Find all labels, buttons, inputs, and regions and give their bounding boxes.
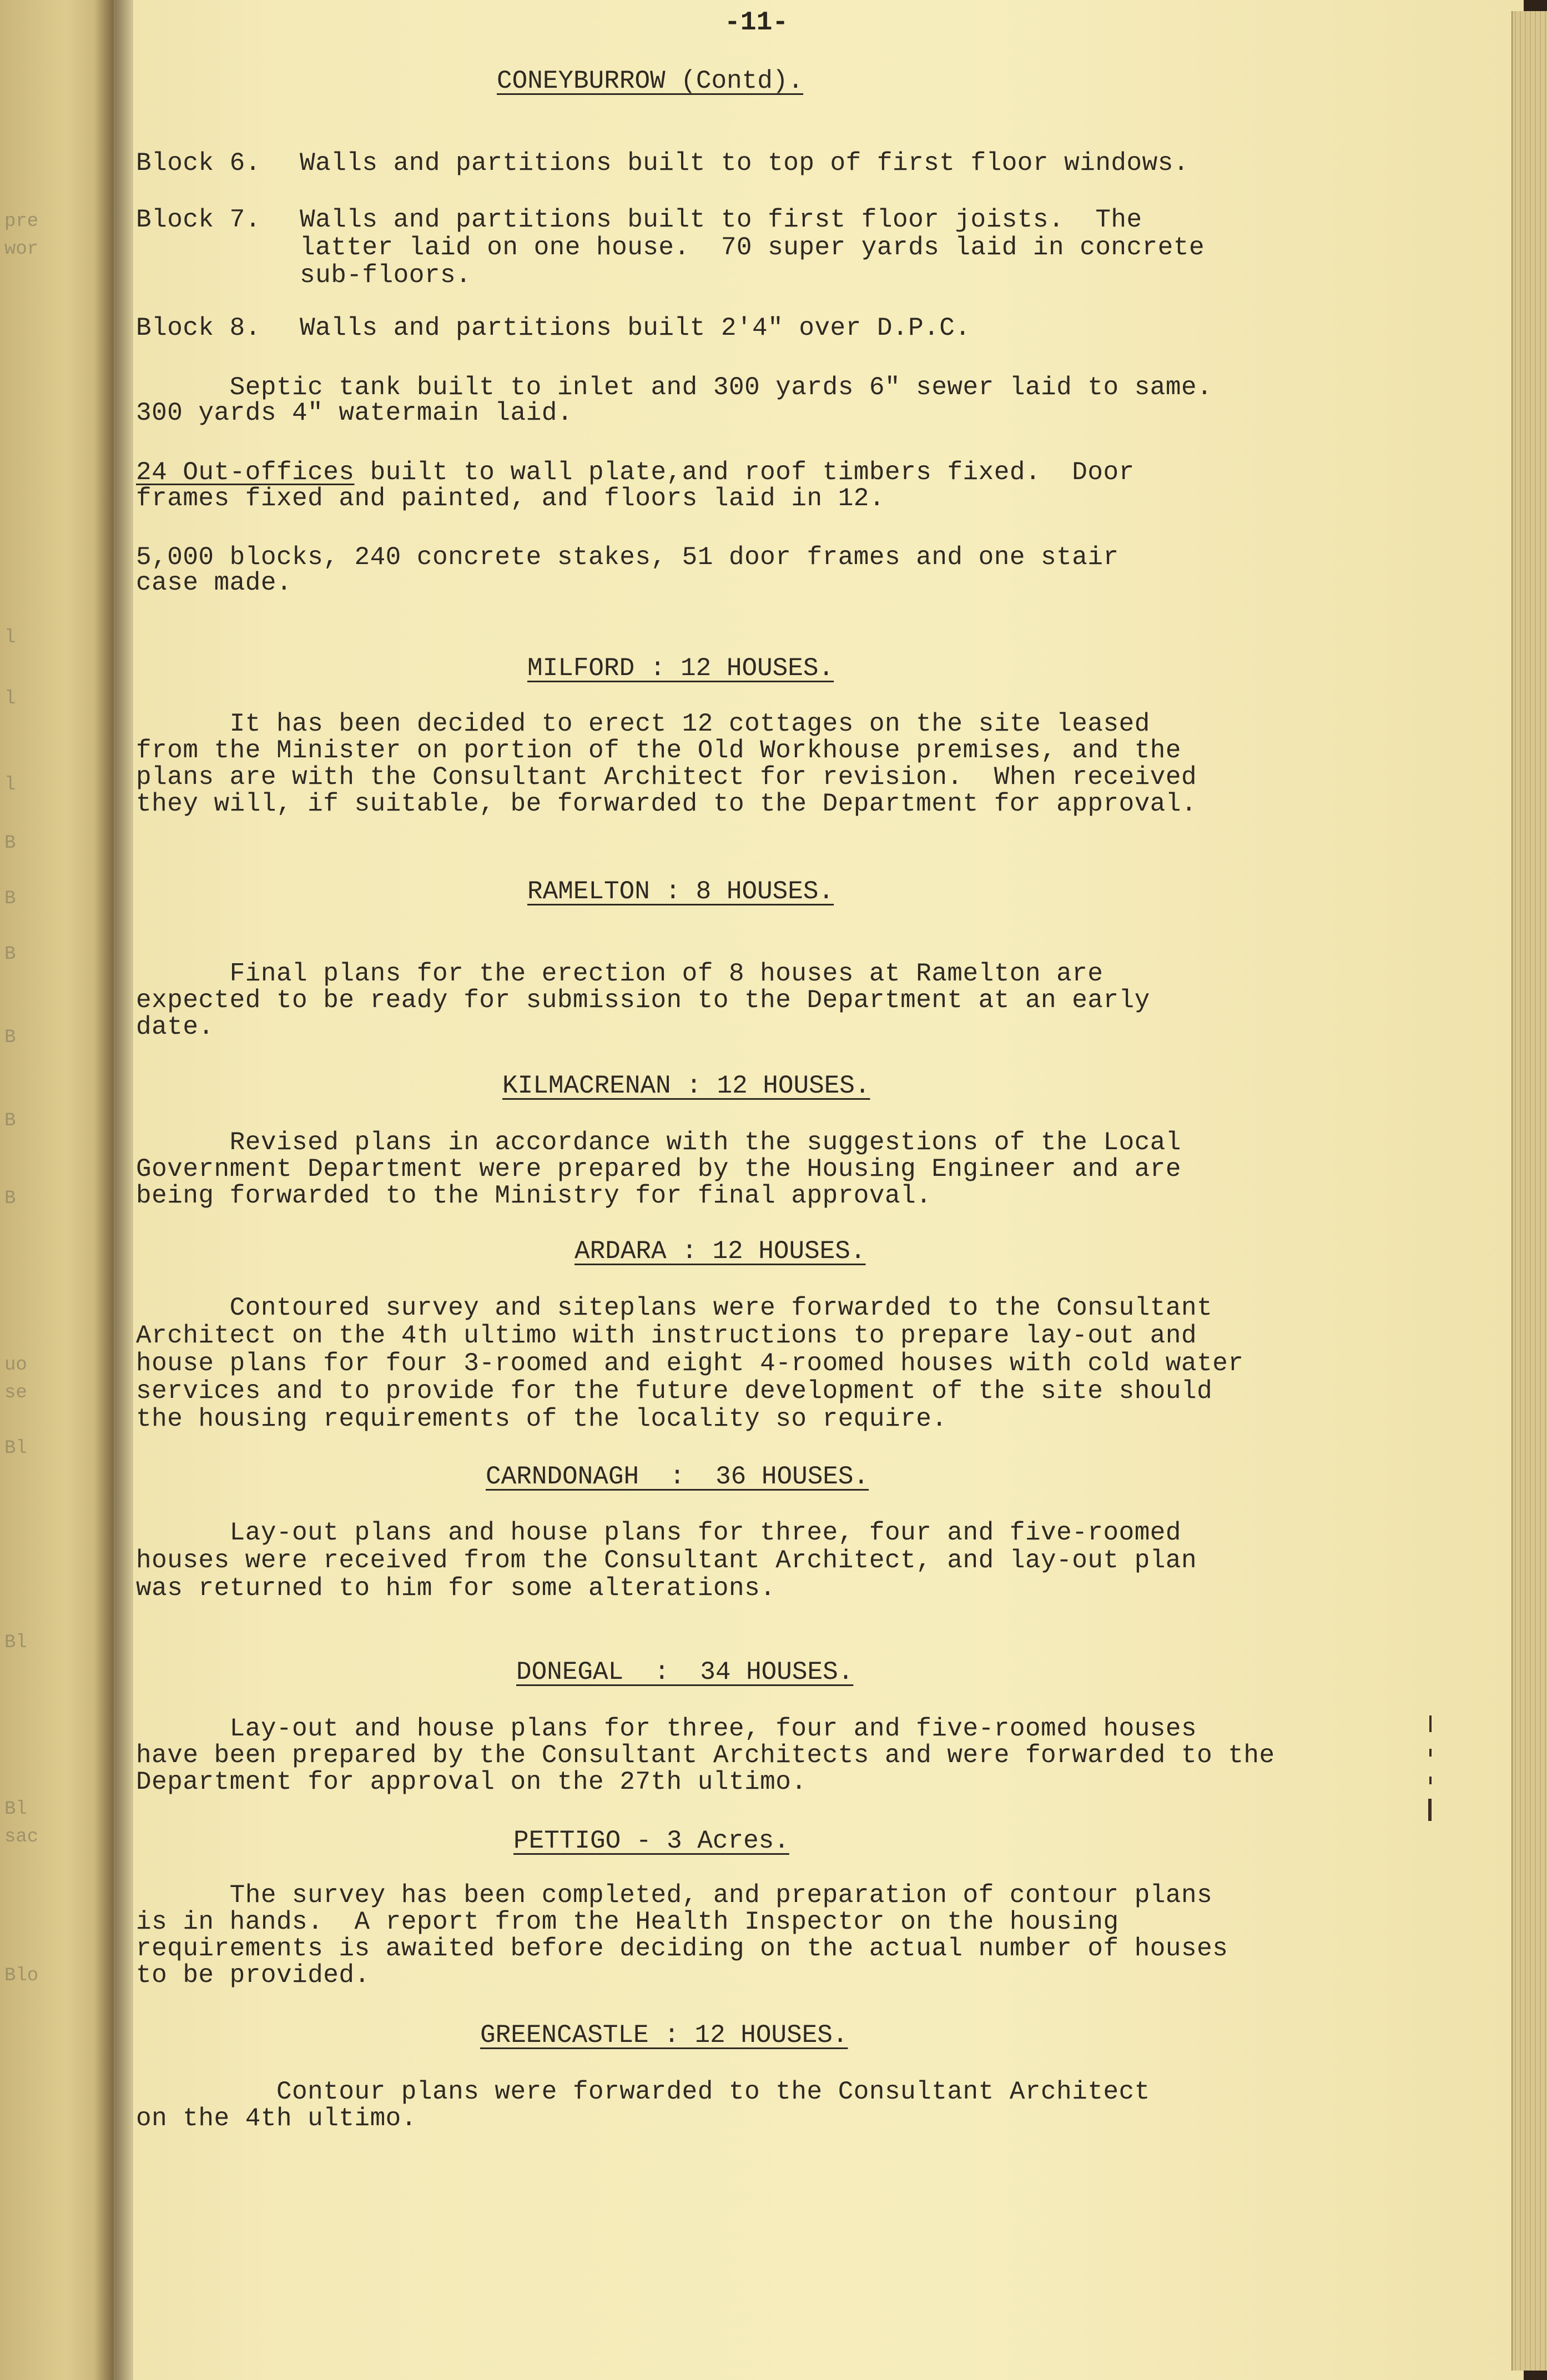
paragraph-line: Architect on the 4th ultimo with instructions to prepare lay-out and (136, 1321, 1197, 1350)
block-text: Walls and partitions built to top of first floor windows. (300, 149, 1189, 178)
paragraph-line: from the Minister on portion of the Old Workhouse premises, and the (136, 736, 1182, 765)
paragraph-line: house plans for four 3-roomed and eight 4-roomed houses with cold water (136, 1349, 1244, 1378)
section-heading: PETTIGO - 3 Acres. (513, 1826, 789, 1855)
left-page-fragment: se (4, 1382, 27, 1403)
paragraph-line: case made. (136, 568, 293, 597)
paragraph-line: plans are with the Consultant Architect for revision. When received (136, 763, 1197, 792)
margin-mark (1428, 1799, 1432, 1821)
block-label: Block 6. (136, 149, 261, 178)
underlined-phrase: 24 Out-offices (136, 458, 355, 487)
section-heading: DONEGAL : 34 HOUSES. (516, 1658, 854, 1687)
paragraph-text: built to wall plate,and roof timbers fixed. Door (354, 458, 1135, 487)
block-text-line: latter laid on one house. 70 super yards laid in concrete (300, 233, 1205, 262)
margin-mark (1429, 1715, 1432, 1732)
paragraph-line: Final plans for the erection of 8 houses at Ramelton are (136, 959, 1103, 988)
paragraph-line: 300 yards 4" watermain laid. (136, 399, 573, 427)
block-text-line: sub-floors. (300, 261, 472, 290)
section-heading: RAMELTON : 8 HOUSES. (527, 877, 834, 906)
left-page-fragment: pre (4, 211, 39, 232)
paragraph-line: they will, if suitable, be forwarded to the Department for approval. (136, 789, 1197, 818)
paragraph-line: Revised plans in accordance with the suggestions of the Local (136, 1128, 1182, 1157)
paragraph-line: expected to be ready for submission to the Department at an early (136, 986, 1150, 1015)
paragraph-line (136, 458, 1135, 487)
paragraph-line: Department for approval on the 27th ultimo. (136, 1768, 807, 1797)
block-label: Block 7. (136, 205, 261, 234)
section-heading: CARNDONAGH : 36 HOUSES. (486, 1462, 869, 1491)
paragraph-line: 5,000 blocks, 240 concrete stakes, 51 door frames and one stair (136, 543, 1119, 572)
left-page-fragment: Blo (4, 1965, 39, 1986)
paragraph-line: requirements is awaited before deciding on the actual number of houses (136, 1934, 1228, 1963)
paragraph-line: Contour plans were forwarded to the Consultant Architect (136, 2077, 1150, 2106)
paragraph-line: frames fixed and painted, and floors laid in 12. (136, 484, 885, 513)
document-page (114, 0, 1524, 2380)
paragraph-line: services and to provide for the future development of the site should (136, 1377, 1213, 1406)
page-number: -11- (724, 8, 789, 38)
left-page-fragment: B (4, 944, 16, 965)
paragraph-line: is in hands. A report from the Health Inspector on the housing (136, 1908, 1119, 1936)
left-page-fragment: B (4, 1188, 16, 1209)
section-heading: GREENCASTLE : 12 HOUSES. (480, 2021, 848, 2050)
left-page-fragment: B (4, 1110, 16, 1131)
paragraph-line: Septic tank built to inlet and 300 yards 6" sewer laid to same. (136, 373, 1213, 402)
block-text: Walls and partitions built 2'4" over D.P.C. (300, 314, 971, 343)
paragraph-line: houses were received from the Consultant Architect, and lay-out plan (136, 1546, 1197, 1575)
section-heading: KILMACRENAN : 12 HOUSES. (502, 1071, 870, 1100)
paragraph-line: date. (136, 1013, 214, 1041)
left-page-fragment: sac (4, 1826, 39, 1848)
block-text-line: Walls and partitions built to first floor joists. The (300, 205, 1142, 234)
margin-mark (1429, 1777, 1432, 1784)
section-heading: ARDARA : 12 HOUSES. (575, 1237, 866, 1266)
paragraph-line: The survey has been completed, and preparation of contour plans (136, 1881, 1213, 1910)
paragraph-line: Lay-out and house plans for three, four and five-roomed houses (136, 1714, 1197, 1743)
left-page-fragment: Bl (4, 1799, 27, 1820)
block-label: Block 8. (136, 314, 261, 343)
left-page-fragment: B (4, 1027, 16, 1048)
paragraph-line: Government Department were prepared by the Housing Engineer and are (136, 1155, 1182, 1184)
paragraph-line: being forwarded to the Ministry for final approval. (136, 1181, 932, 1210)
left-page-fragment: B (4, 833, 16, 854)
paragraph-line: Contoured survey and siteplans were forwarded to the Consultant (136, 1294, 1213, 1322)
paragraph-line: Lay-out plans and house plans for three, four and five-roomed (136, 1518, 1182, 1547)
page-stack-edges (1511, 11, 1547, 2371)
left-page-fragment: l (4, 774, 16, 796)
book-gutter-shadow (94, 0, 133, 2380)
left-page-fragment: l (4, 688, 16, 710)
paragraph-line: on the 4th ultimo. (136, 2104, 417, 2133)
paragraph-line: It has been decided to erect 12 cottages on the site leased (136, 710, 1150, 738)
left-page-fragment: wor (4, 239, 39, 260)
margin-mark (1429, 1749, 1432, 1757)
left-page-fragment: B (4, 888, 16, 909)
section-title: CONEYBURROW (Contd). (497, 67, 804, 95)
left-page-fragment: l (4, 627, 16, 648)
left-page-fragment: uo (4, 1355, 27, 1376)
paragraph-line: have been prepared by the Consultant Architects and were forwarded to the (136, 1741, 1275, 1770)
left-page-fragment: Bl (4, 1438, 27, 1459)
left-page-fragment: Bl (4, 1632, 27, 1653)
paragraph-line: was returned to him for some alterations. (136, 1574, 776, 1603)
section-heading: MILFORD : 12 HOUSES. (527, 654, 834, 683)
paragraph-line: the housing requirements of the locality so require. (136, 1405, 948, 1433)
paragraph-line: to be provided. (136, 1961, 370, 1990)
